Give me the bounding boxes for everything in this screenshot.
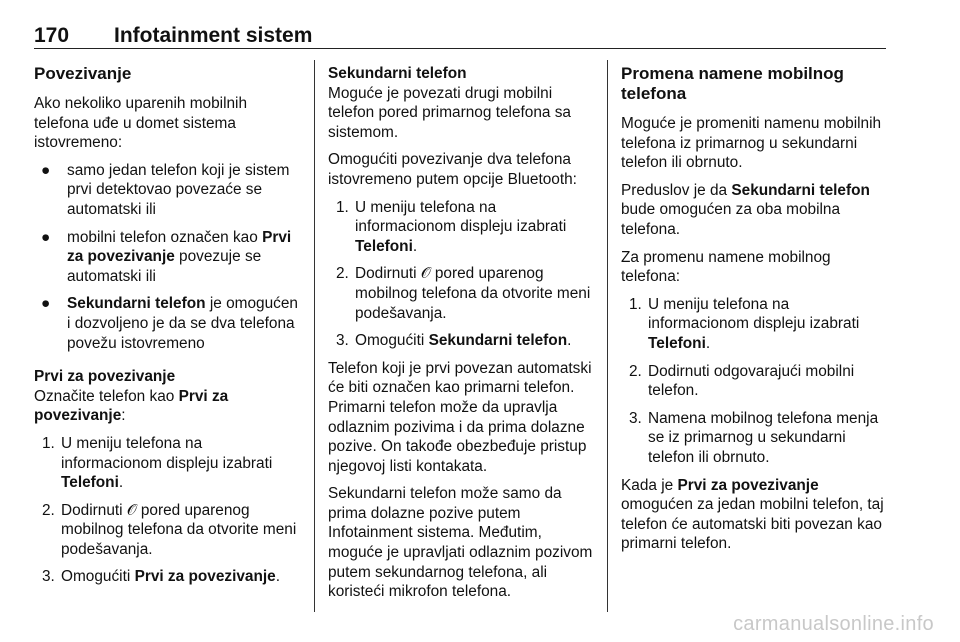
bold-term: Telefoni — [648, 334, 706, 352]
step-number: 3. — [336, 332, 349, 350]
column-divider — [607, 60, 608, 612]
bullet-item — [34, 294, 300, 353]
edit-icon: 𝒪 — [126, 501, 137, 519]
bullet-text: povezuje se automatski ili — [67, 248, 262, 285]
bullet-item — [34, 228, 300, 287]
bold-term: Sekundarni telefon — [428, 332, 568, 350]
page-number: 170 — [34, 24, 70, 47]
subheading: Sekundarni telefon — [328, 65, 467, 82]
step-item: 1. U meniju telefona na informacionom displeju izabrati Telefoni. — [42, 434, 273, 492]
step-item: 3. Omogućiti Sekundarni telefon. — [336, 332, 572, 350]
step-item: 2. Dodirnuti 𝒪 pored uparenog mobilnog telefona da otvorite meni podešavanja. — [336, 265, 591, 322]
section-heading: Povezivanje — [34, 64, 132, 83]
paragraph: Omogućiti povezivanje dva telefona istovremeno putem opcije Bluetooth: — [328, 151, 577, 188]
bullet-icon: ● — [41, 295, 51, 313]
paragraph: Moguće je promeniti namenu mobilnih telefona iz primarnog u sekundarni telefon ili obrnuto. — [621, 115, 882, 172]
subheading: Prvi za povezivanje — [34, 368, 176, 386]
step-number: 1. — [336, 198, 349, 216]
step-number: 1. — [42, 434, 55, 452]
page-header — [34, 18, 886, 49]
paragraph: Ako nekoliko uparenih mobilnih telefona uđe u domet sistema istovremeno: — [34, 95, 248, 152]
bullet-icon: ● — [41, 161, 51, 179]
step-number: 2. — [336, 265, 349, 283]
step-item: 3. Namena mobilnog telefona menja se iz primarnog u sekundarni telefon ili obrnuto. — [629, 409, 879, 466]
step-item: 1. U meniju telefona na informacionom displeju izabrati Telefoni. — [336, 198, 567, 255]
bold-term: Prvi za povezivanje — [677, 476, 819, 494]
bold-term: Prvi za povezivanje — [134, 568, 276, 586]
column-2 — [328, 64, 596, 610]
step-item: 2. Dodirnuti odgovarajući mobilni telefon. — [629, 362, 855, 400]
step-number: 2. — [629, 362, 642, 380]
column-1 — [34, 64, 300, 595]
bold-term: Sekundarni telefon — [731, 181, 870, 199]
bullet-text: samo jedan telefon koji je sistem prvi detektovao povezaće se automatski ili — [67, 161, 290, 218]
edit-icon: 𝒪 — [420, 265, 431, 283]
bullet-text: mobilni telefon označen kao — [67, 228, 263, 246]
paragraph: Za promenu namene mobilnog telefona: — [621, 248, 831, 286]
column-divider — [314, 60, 315, 612]
section-heading: Promena namene mobilnog telefona — [621, 64, 844, 103]
paragraph: Sekundarni telefon može samo da prima dolazne pozive putem Infotainment sistema. Međutim, moguće je upravljati odlaznim pozivom putem sekundarnog telefona, ali koristeći mikrofon telefona. — [328, 485, 593, 601]
column-3 — [621, 64, 889, 562]
step-number: 3. — [629, 409, 642, 427]
paragraph: Moguće je povezati drugi mobilni telefon pored primarnog telefona sa sistemom. — [328, 84, 571, 141]
bold-term: Prvi za povezivanje — [34, 387, 229, 425]
watermark: carmanualsonline.info — [733, 613, 934, 635]
step-number: 1. — [629, 295, 642, 313]
step-item: 1. U meniju telefona na informacionom displeju izabrati Telefoni. — [629, 295, 860, 352]
bold-term: Sekundarni telefon — [67, 295, 206, 313]
bullet-icon: ● — [41, 228, 51, 246]
page-title: Infotainment sistem — [114, 24, 313, 47]
paragraph: Kada je Prvi za povezivanje omogućen za jedan mobilni telefon, taj telefon će automatski biti povezan kao primarni telefon. — [621, 476, 884, 553]
paragraph: Preduslov je da Sekundarni telefon bude omogućen za oba mobilna telefona. — [621, 181, 870, 238]
step-item: 3. Omogućiti Prvi za povezivanje. — [42, 568, 280, 586]
bullet-item — [34, 161, 300, 220]
step-number: 2. — [42, 501, 55, 519]
paragraph: Telefon koji je prvi povezan automatski će biti označen kao primarni telefon. Primarni telefon može da upravlja odlaznim pozivima i da prima dolazne pozive. On takođe obezbeđuje pristup njegovoj listi kontakata. — [328, 359, 592, 475]
bullet-text: je omogućen i dozvoljeno je da se dva telefona povežu istovremeno — [67, 295, 298, 352]
bold-term: Telefoni — [355, 237, 413, 255]
step-item: 2. Dodirnuti 𝒪 pored uparenog mobilnog telefona da otvorite meni podešavanja. — [42, 501, 297, 558]
step-number: 3. — [42, 568, 55, 586]
bold-term: Telefoni — [61, 474, 119, 492]
bold-term: Prvi za povezivanje — [67, 228, 292, 266]
paragraph: Označite telefon kao Prvi za povezivanje: — [34, 387, 229, 425]
